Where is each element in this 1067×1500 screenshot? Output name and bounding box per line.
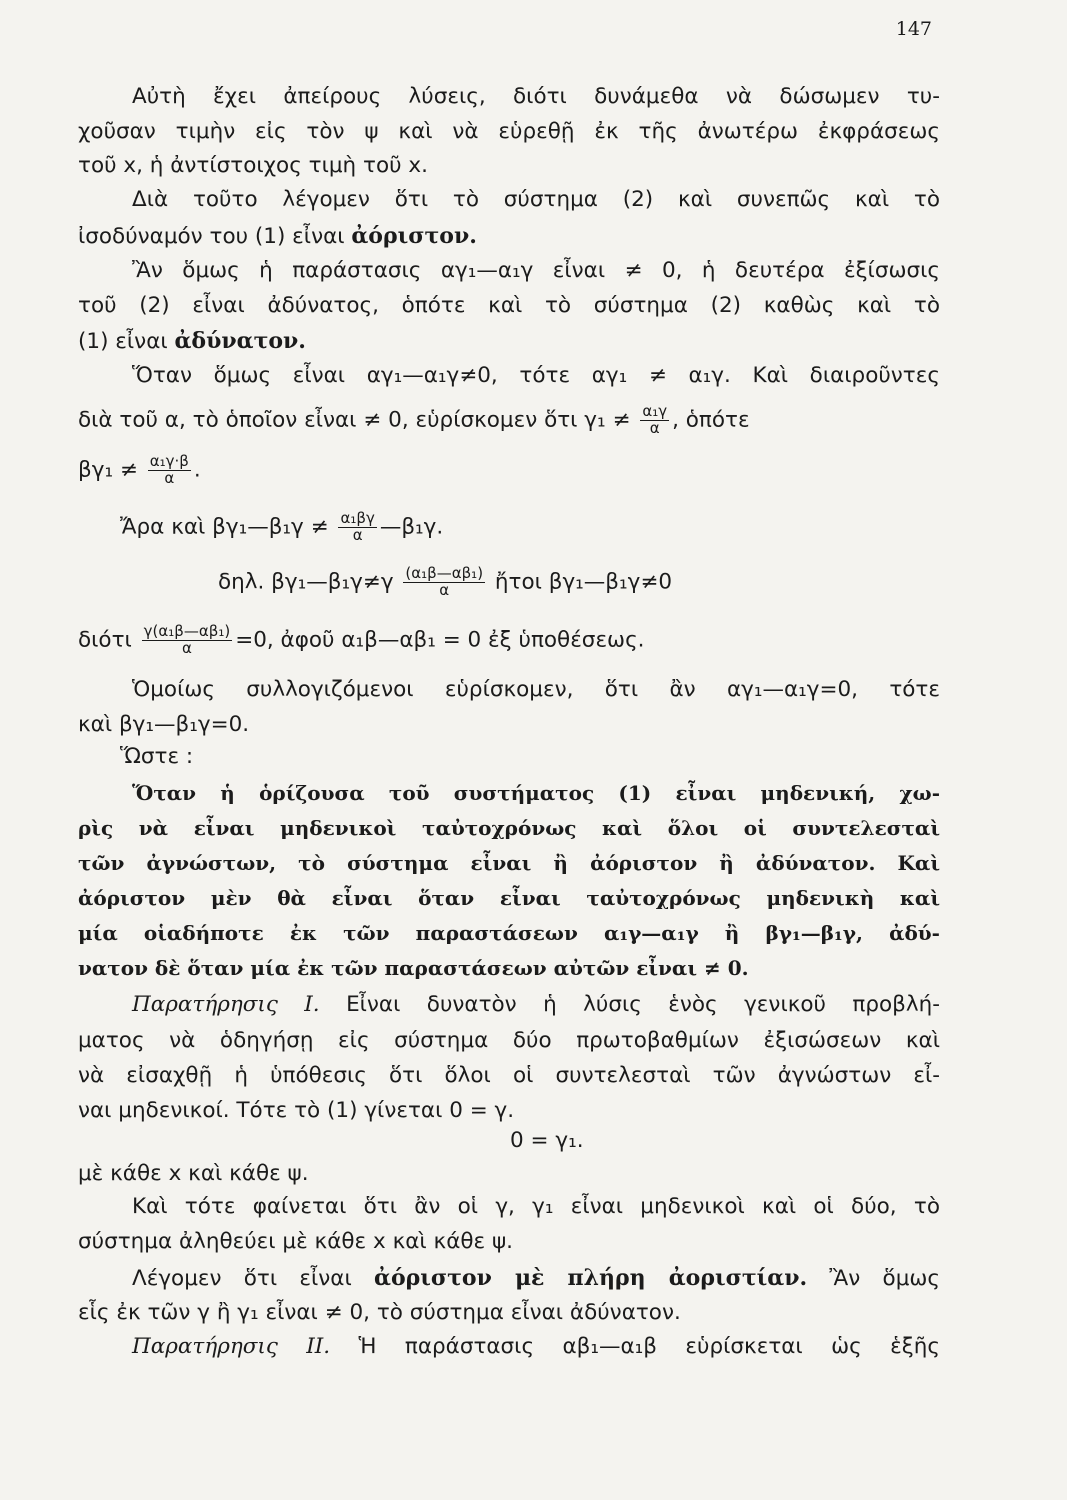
- text-line: εἷς ἐκ τῶν γ ἢ γ₁ εἶναι ≠ 0, τὸ σύστημα εἶναι ἀδύνατον.: [78, 1300, 681, 1325]
- theorem-line: νατον δὲ ὅταν μία ἐκ τῶν παραστάσεων αὐτῶν εἶναι ≠ 0.: [78, 956, 749, 980]
- bold-term: ἀόριστον μὲ πλήρη ἀοριστίαν.: [374, 1265, 808, 1291]
- text-line: Λέγομεν ὅτι εἶναι ἀόριστον μὲ πλήρη ἀοριστίαν. Ἂν ὅμως: [132, 1265, 940, 1291]
- remark-title: Παρατήρησις I.: [132, 992, 320, 1017]
- formula-line: διότι $\frac{\text{γ(α₁β—αβ₁)}}{\alpha}$ =0, ἀφοῦ α₁β—αβ₁ = 0 ἐξ ὑποθέσεως.: [78, 622, 645, 657]
- bold-term: ἀόριστον.: [351, 223, 477, 249]
- remark-title: Παρατήρησις II.: [132, 1334, 331, 1359]
- text-line: Διὰ τοῦτο λέγομεν ὅτι τὸ σύστημα (2) καὶ συνεπῶς καὶ τὸ: [132, 187, 940, 212]
- theorem-line: ἀόριστον μὲν θὰ εἶναι ὅταν εἶναι ταὐτοχρόνως μηδενικὴ καὶ: [78, 886, 940, 910]
- text-line: χοῦσαν τιμὴν εἰς τὸν ψ καὶ νὰ εὑρεθῇ ἐκ τῆς ἀνωτέρω ἐκφράσεως: [78, 119, 940, 144]
- text-line: Παρατήρησις II. Ἡ παράστασις αβ₁—α₁β εὑρίσκεται ὡς ἑξῆς: [132, 1334, 940, 1359]
- text-line: Παρατήρησις I. Εἶναι δυνατὸν ἡ λύσις ἑνὸς γενικοῦ προβλή-: [132, 992, 940, 1017]
- text-line: σύστημα ἀληθεύει μὲ κάθε x καὶ κάθε ψ.: [78, 1229, 513, 1254]
- text-line: (1) εἶναι ἀδύνατον.: [78, 328, 306, 354]
- text-line: Ὅταν ὅμως εἶναι αγ₁—α₁γ≠0, τότε αγ₁ ≠ α₁γ. Καὶ διαιροῦντες: [132, 363, 940, 388]
- text-line: ματος νὰ ὁδηγήσῃ εἰς σύστημα δύο πρωτοβαθμίων ἐξισώσεων καὶ: [78, 1028, 940, 1053]
- text-line: τοῦ (2) εἶναι ἀδύνατος, ὁπότε καὶ τὸ σύστημα (2) καθὼς καὶ τὸ: [78, 293, 940, 318]
- formula-line: δηλ. βγ₁—β₁γ≠γ $\frac{\text{(α₁β—αβ₁)}}{\alpha}$ ἤτοι βγ₁—β₁γ≠0: [218, 564, 673, 599]
- formula-line: βγ₁ ≠ $\frac{\text{α₁γ·β}}{\alpha}$ .: [78, 452, 201, 487]
- text-line: Καὶ τότε φαίνεται ὅτι ἂν οἱ γ, γ₁ εἶναι μηδενικοὶ καὶ οἱ δύο, τὸ: [132, 1194, 940, 1219]
- text-line: νὰ εἰσαχθῇ ἡ ὑπόθεσις ὅτι ὅλοι οἱ συντελεσταὶ τῶν ἀγνώστων εἶ-: [78, 1063, 940, 1088]
- fraction: $\frac{\text{γ(α₁β—αβ₁)}}{\alpha}$: [143, 622, 231, 657]
- theorem-line: τῶν ἀγνώστων, τὸ σύστημα εἶναι ἢ ἀόριστον ἢ ἀδύνατον. Καὶ: [78, 851, 940, 875]
- text-line: Ἂν ὅμως ἡ παράστασις αγ₁—α₁γ εἶναι ≠ 0, ἡ δευτέρα ἐξίσωσις: [132, 258, 940, 283]
- theorem-line: ρὶς νὰ εἶναι μηδενικοὶ ταὐτοχρόνως καὶ ὅλοι οἱ συντελεσταὶ: [78, 816, 940, 840]
- theorem-line: μία οἱαδήποτε ἐκ τῶν παραστάσεων α₁γ—α₁γ ἢ βγ₁—β₁γ, ἀδύ-: [78, 921, 940, 945]
- bold-term: ἀδύνατον.: [174, 328, 306, 354]
- text-line: τοῦ x, ἡ ἀντίστοιχος τιμὴ τοῦ x.: [78, 153, 428, 178]
- formula-line: Ἄρα καὶ βγ₁—β₁γ ≠ $\frac{\text{α₁βγ}}{\alpha}$ —β₁γ.: [120, 509, 444, 544]
- page-number: 147: [895, 18, 932, 40]
- formula-line: 0 = γ₁.: [510, 1128, 584, 1153]
- text-line: Ὥστε :: [120, 744, 194, 769]
- fraction: $\frac{\text{α₁βγ}}{\alpha}$: [340, 509, 375, 544]
- theorem-line: Ὅταν ἡ ὁρίζουσα τοῦ συστήματος (1) εἶναι μηδενική, χω-: [132, 781, 940, 805]
- text-line: μὲ κάθε x καὶ κάθε ψ.: [78, 1161, 309, 1186]
- fraction: $\frac{\text{α₁γ·β}}{\alpha}$: [149, 452, 189, 487]
- text-line: καὶ βγ₁—β₁γ=0.: [78, 712, 250, 737]
- text-line: Ὁμοίως συλλογιζόμενοι εὑρίσκομεν, ὅτι ἂν αγ₁—α₁γ=0, τότε: [132, 677, 940, 702]
- text-line: Αὐτὴ ἔχει ἀπείρους λύσεις, διότι δυνάμεθα νὰ δώσωμεν τυ-: [132, 84, 940, 109]
- formula-line: διὰ τοῦ α, τὸ ὁποῖον εἶναι ≠ 0, εὑρίσκομεν ὅτι γ₁ ≠ $\frac{\text{α₁γ}}{\alpha}$ , ὁπότε: [78, 402, 750, 437]
- text-line: ἰσοδύναμόν του (1) εἶναι ἀόριστον.: [78, 223, 477, 249]
- text-line: ναι μηδενικοί. Τότε τὸ (1) γίνεται 0 = γ.: [78, 1098, 515, 1123]
- fraction: $\frac{\text{α₁γ}}{\alpha}$: [642, 402, 668, 437]
- fraction: $\frac{\text{(α₁β—αβ₁)}}{\alpha}$: [405, 564, 484, 599]
